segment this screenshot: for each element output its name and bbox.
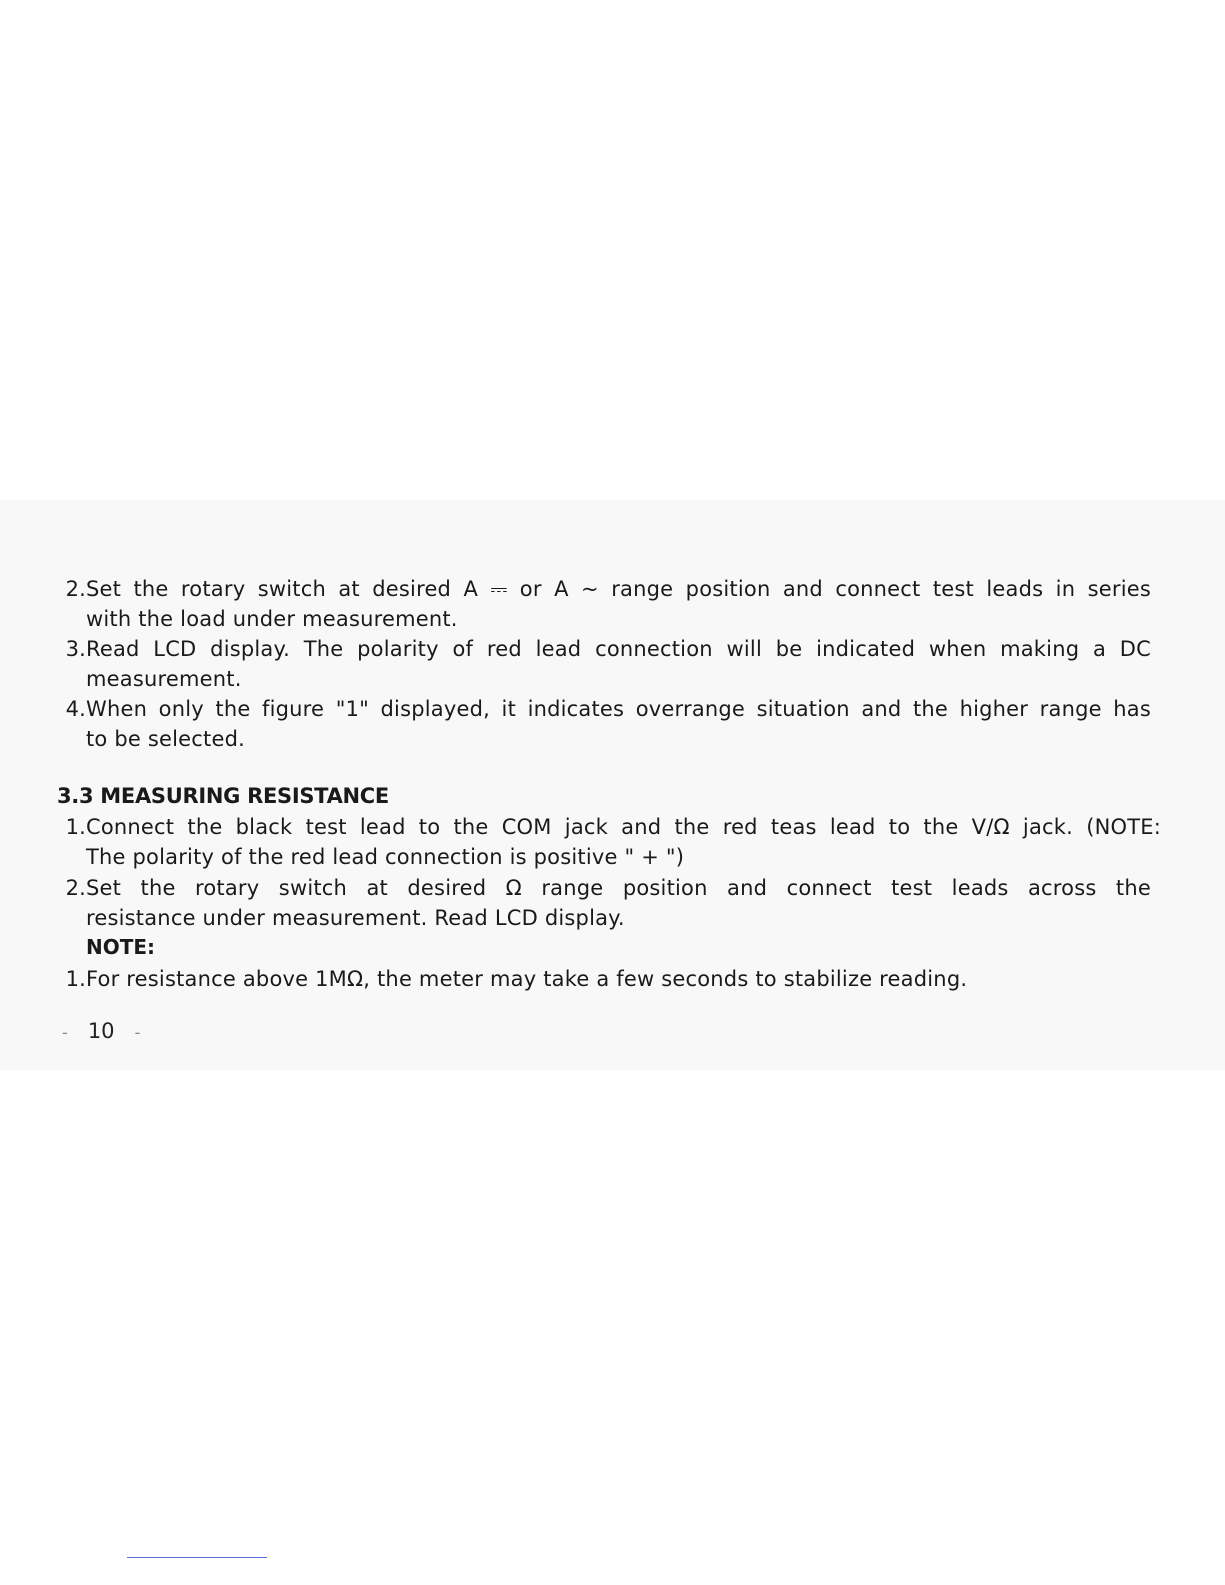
list-item-line: When only the figure "1" displayed, it indicates overrange situation and the higher range has	[86, 697, 1151, 721]
list-item-number: 2.	[65, 876, 86, 900]
list-item-line: measurement.	[86, 667, 242, 691]
note-item-number: 1.	[65, 967, 86, 991]
page-number-value: 10	[87, 1019, 115, 1043]
list-item	[56, 694, 1156, 754]
list-item-line: The polarity of the red lead connection is positive " + ")	[86, 845, 685, 869]
list-item	[56, 873, 1156, 933]
list-item-number: 4.	[65, 697, 86, 721]
note-item	[56, 964, 1156, 994]
page-number-dash: -	[62, 1023, 68, 1042]
bottom-rule	[127, 1557, 267, 1558]
list-item-text	[86, 574, 1151, 634]
list-item-text	[86, 873, 1151, 933]
list-item	[56, 634, 1156, 694]
list-item-line: to be selected.	[86, 727, 246, 751]
note-heading: NOTE:	[86, 935, 156, 959]
list-item-number: 3.	[65, 637, 86, 661]
list-item-line: Set the rotary switch at desired Ω range position and connect test leads across the	[86, 876, 1151, 900]
list-item-text	[86, 812, 1161, 872]
note-item-text	[86, 964, 1151, 994]
list-item-line: Set the rotary switch at desired A ⎓ or A ~ range position and connect test leads in series	[86, 577, 1151, 601]
list-item-number: 1.	[65, 815, 86, 839]
note-item-line: For resistance above 1MΩ, the meter may take a few seconds to stabilize reading.	[86, 967, 968, 991]
page-number	[62, 1016, 140, 1048]
list-item	[56, 812, 1166, 872]
list-item-line: resistance under measurement. Read LCD display.	[86, 906, 625, 930]
section-heading: 3.3 MEASURING RESISTANCE	[57, 784, 389, 808]
list-item-text	[86, 634, 1151, 694]
list-item	[56, 574, 1156, 634]
page-number-dash: -	[134, 1023, 141, 1042]
list-item-number: 2.	[65, 577, 86, 601]
list-item-text	[86, 694, 1151, 754]
list-item-line: with the load under measurement.	[86, 607, 458, 631]
list-item-line: Connect the black test lead to the COM jack and the red teas lead to the V/Ω jack. (NOTE:	[86, 815, 1161, 839]
list-item-line: Read LCD display. The polarity of red lead connection will be indicated when making a DC	[86, 637, 1151, 661]
